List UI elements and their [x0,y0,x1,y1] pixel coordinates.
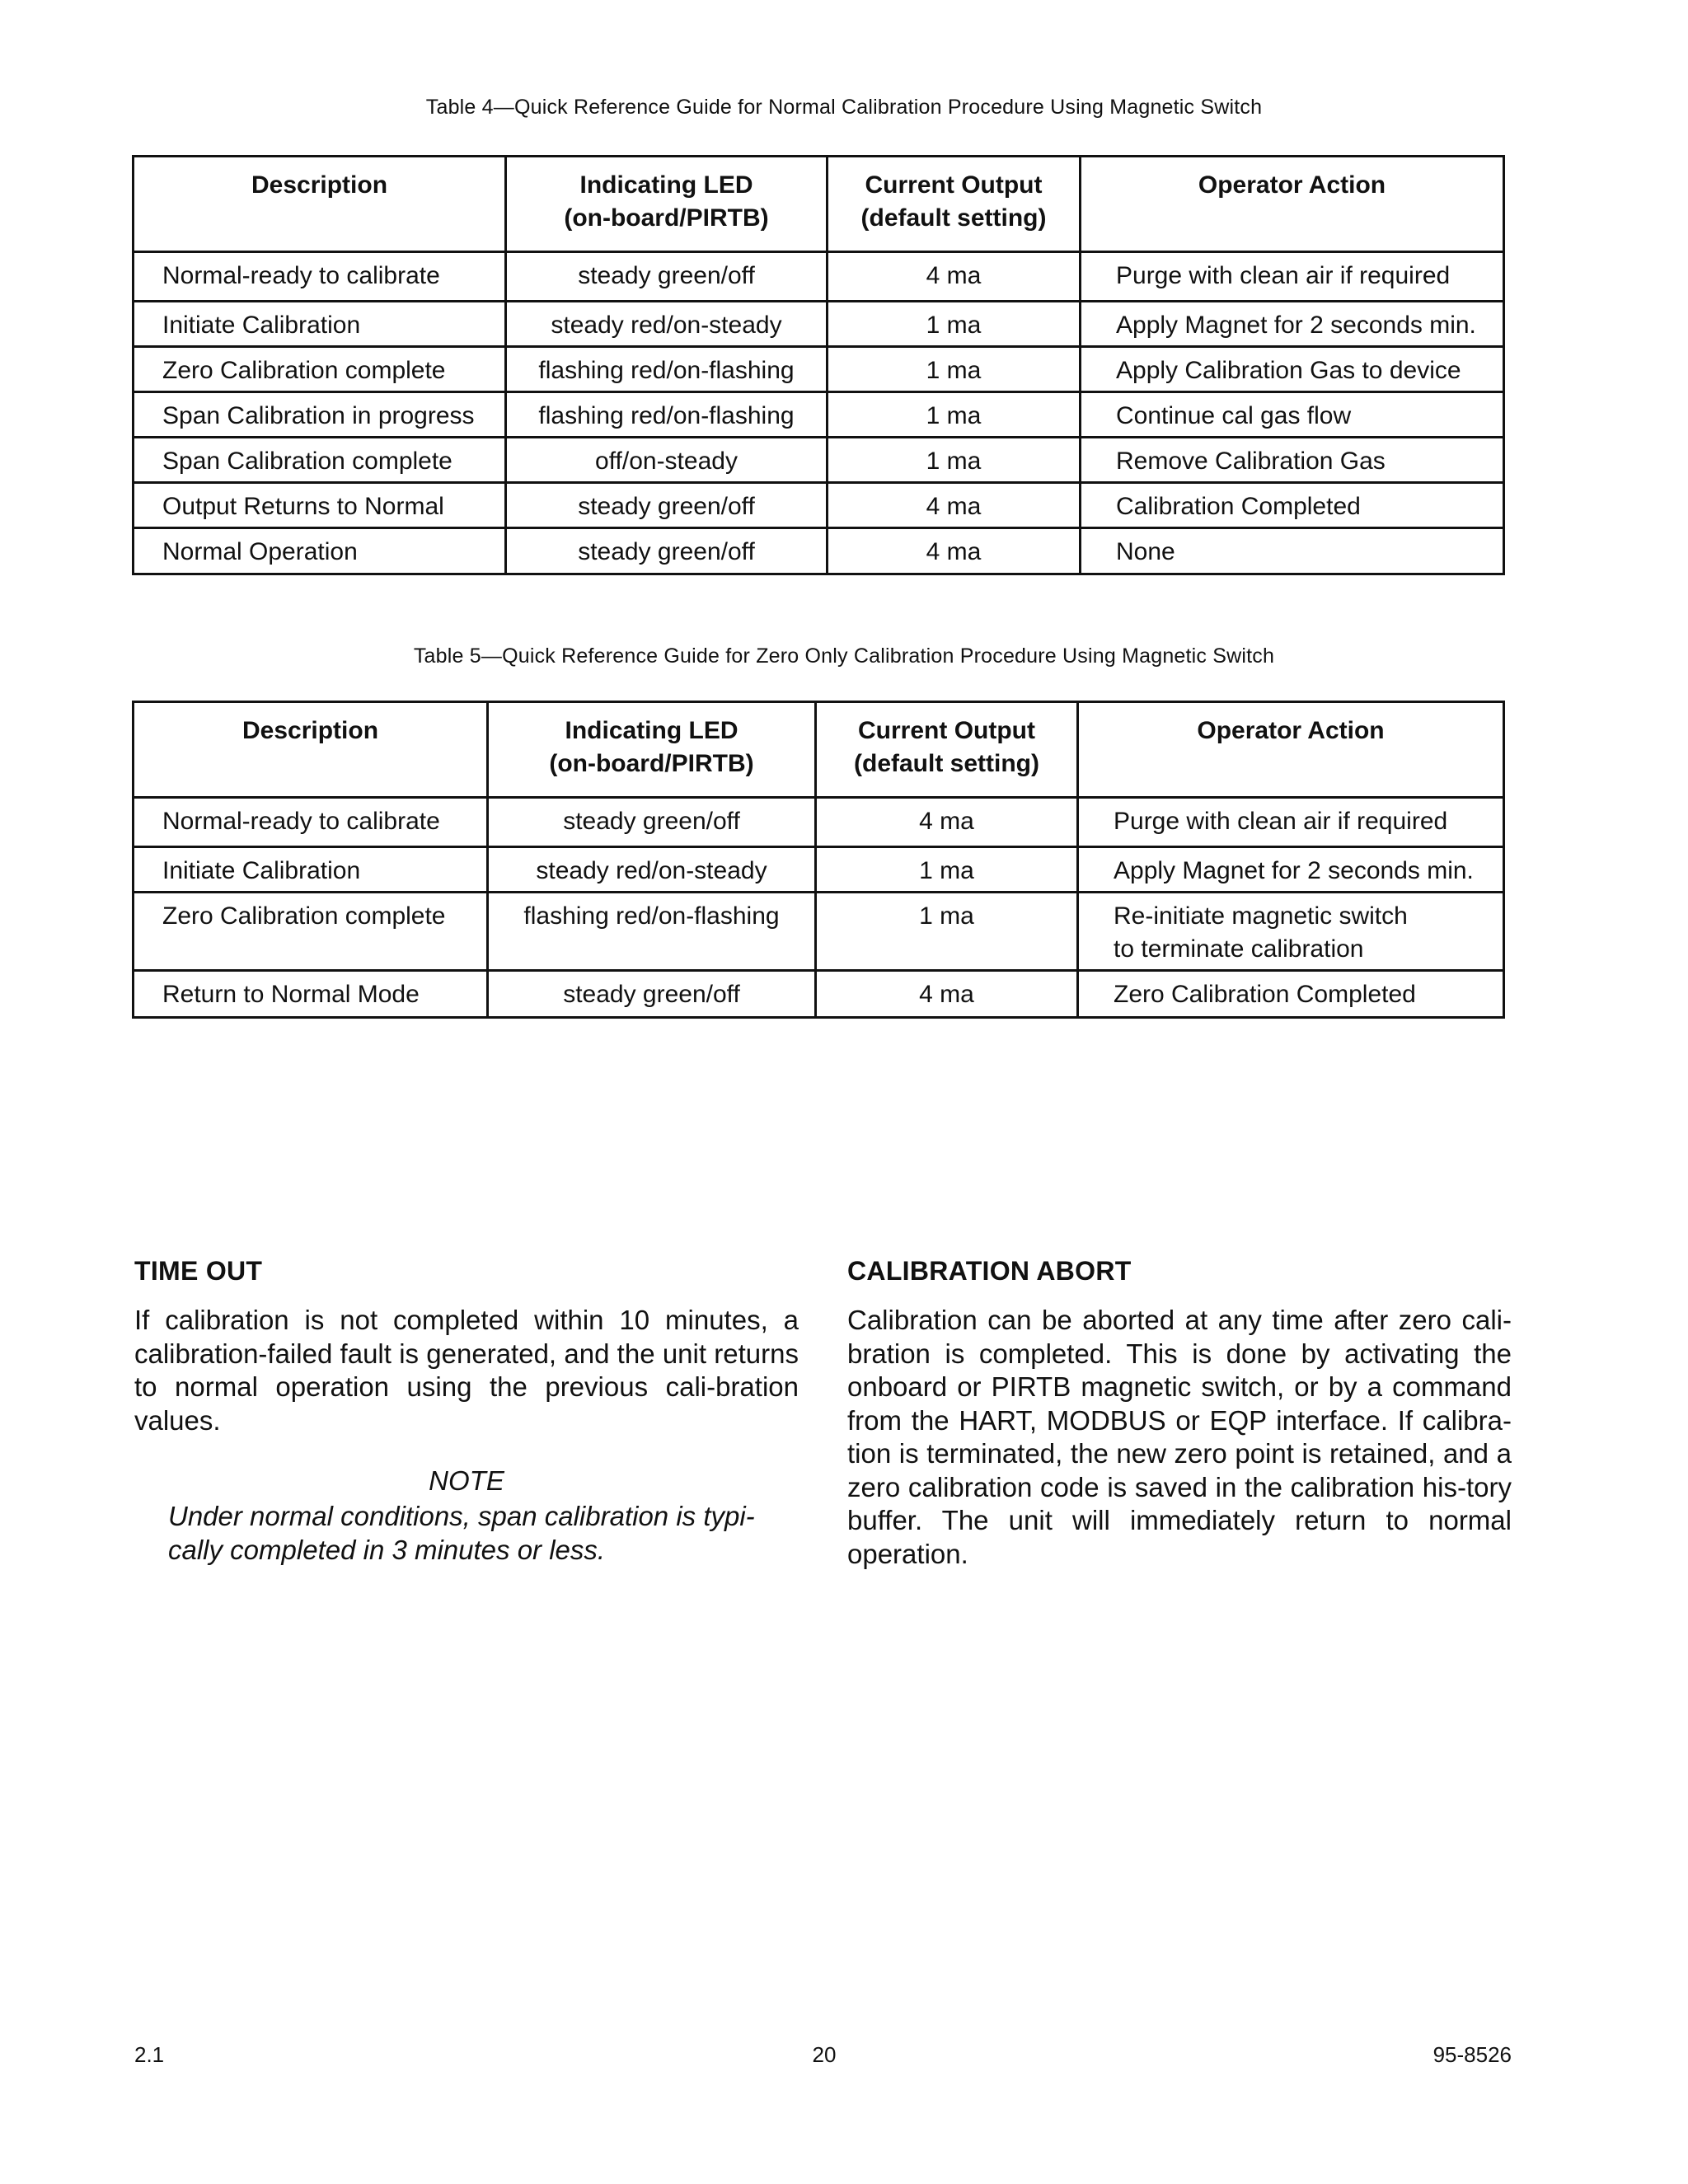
note-heading: NOTE [429,1465,504,1496]
row-operator-action: Remove Calibration Gas [1081,438,1504,483]
row-current-output: 4 ma [816,798,1078,847]
table-row [134,847,1504,893]
row-led-state: steady green/off [488,971,816,1018]
time-out-heading: TIME OUT [134,1256,263,1286]
row-current-output: 4 ma [828,528,1081,574]
row-description: Normal-ready to calibrate [134,798,488,847]
row-current-output: 4 ma [828,252,1081,302]
table-row [134,252,1504,302]
table4-header-row [134,157,1504,252]
row-description: Zero Calibration complete [134,347,506,392]
row-operator-action: Continue cal gas flow [1081,392,1504,438]
table-row [134,347,1504,392]
row-led-state: steady green/off [506,252,828,302]
table-row [134,392,1504,438]
row-operator-action: None [1081,528,1504,574]
calibration-abort-body: Calibration can be aborted at any time after zero cali-bration is completed. This is done by activating the onboard or PIRTB magnetic switch, or by a command from the HART, MODBUS or EQP interface. If calibra-tion is terminated, the new zero point is retained, and a zero calibration code is saved in the calibration his-tory buffer. The unit will immediately return to normal operation. [847,1305,1512,1569]
row-current-output: 1 ma [828,302,1081,347]
row-led-state: steady red/on-steady [488,847,816,893]
row-description: Zero Calibration complete [134,893,488,971]
table-row [134,798,1504,847]
row-current-output: 4 ma [828,483,1081,528]
table5-header-operator-action: Operator Action [1078,702,1504,798]
row-description: Initiate Calibration [134,847,488,893]
table-row [134,483,1504,528]
note-body: Under normal conditions, span calibration is typi-cally completed in 3 minutes or less. [168,1501,755,1565]
row-led-state: steady green/off [488,798,816,847]
row-operator-action: Apply Magnet for 2 seconds min. [1078,847,1504,893]
row-current-output: 1 ma [828,347,1081,392]
table4-header-operator-action: Operator Action [1081,157,1504,252]
row-current-output: 1 ma [816,893,1078,971]
row-operator-action: Re-initiate magnetic switch to terminate calibration [1078,893,1504,971]
table4-header-indicating-led: Indicating LED (on-board/PIRTB) [506,157,828,252]
table5-header-row [134,702,1504,798]
row-led-state: steady red/on-steady [506,302,828,347]
row-led-state: flashing red/on-flashing [506,347,828,392]
row-operator-action: Zero Calibration Completed [1078,971,1504,1018]
row-led-state: flashing red/on-flashing [506,392,828,438]
row-description: Return to Normal Mode [134,971,488,1018]
table4-header-description: Description [134,157,506,252]
row-description: Span Calibration complete [134,438,506,483]
table4-normal-calibration [132,155,1505,575]
row-led-state: steady green/off [506,483,828,528]
footer-page-number: 20 [812,2042,837,2067]
row-operator-action: Purge with clean air if required [1081,252,1504,302]
table4-caption: Table 4—Quick Reference Guide for Normal Calibration Procedure Using Magnetic Switch [425,96,1263,119]
row-description: Output Returns to Normal [134,483,506,528]
row-description: Span Calibration in progress [134,392,506,438]
table5-header-description: Description [134,702,488,798]
row-current-output: 1 ma [828,438,1081,483]
row-current-output: 1 ma [816,847,1078,893]
row-operator-action: Calibration Completed [1081,483,1504,528]
footer-revision: 2.1 [134,2042,165,2067]
table5-header-indicating-led: Indicating LED (on-board/PIRTB) [488,702,816,798]
table4-header-current-output: Current Output (default setting) [828,157,1081,252]
row-led-state: steady green/off [506,528,828,574]
row-operator-action: Purge with clean air if required [1078,798,1504,847]
row-current-output: 1 ma [828,392,1081,438]
row-description: Initiate Calibration [134,302,506,347]
row-description: Normal Operation [134,528,506,574]
table5-zero-only-calibration [132,701,1505,1019]
row-led-state: flashing red/on-flashing [488,893,816,971]
calibration-abort-heading: CALIBRATION ABORT [847,1256,1132,1286]
footer-document-number: 95-8526 [1432,2042,1512,2067]
table5-header-current-output: Current Output (default setting) [816,702,1078,798]
table-row [134,302,1504,347]
time-out-body: If calibration is not completed within 10 minutes, a calibration-failed fault is generated, and the unit returns to normal operation using the previous cali-bration values. [134,1305,799,1436]
table-row [134,528,1504,574]
row-operator-action: Apply Calibration Gas to device [1081,347,1504,392]
row-led-state: off/on-steady [506,438,828,483]
row-current-output: 4 ma [816,971,1078,1018]
table-row [134,971,1504,1018]
table5-caption: Table 5—Quick Reference Guide for Zero Only Calibration Procedure Using Magnetic Switch [413,644,1275,668]
row-description: Normal-ready to calibrate [134,252,506,302]
table-row [134,438,1504,483]
row-operator-action: Apply Magnet for 2 seconds min. [1081,302,1504,347]
table-row [134,893,1504,971]
